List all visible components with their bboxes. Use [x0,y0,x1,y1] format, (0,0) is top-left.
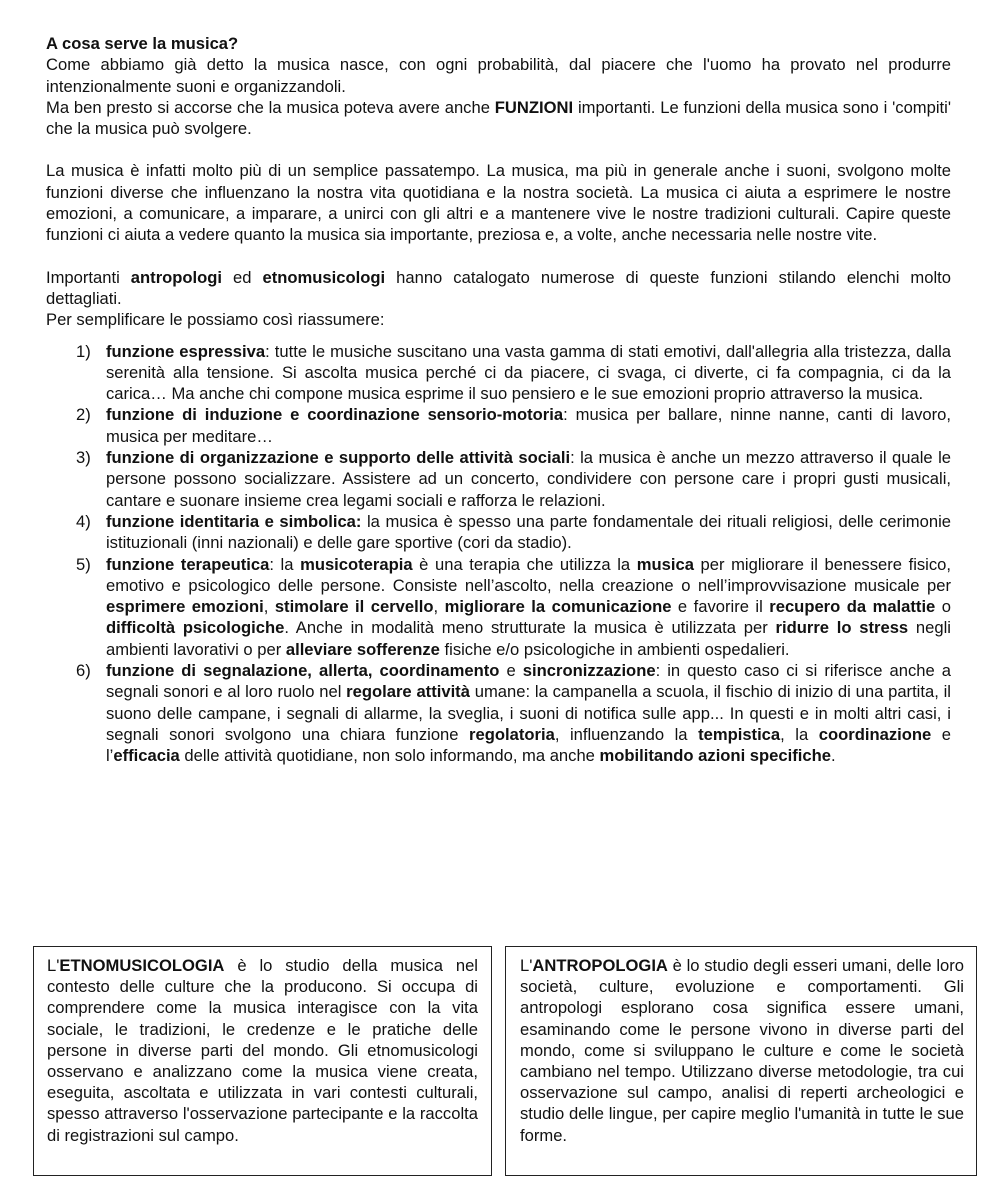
function-text: per migliorare il benessere fisico, emotivo e psicologico delle persone. Consiste nell’ascolto, nella creazione o nell’improvvisazione musicale per [106,554,951,595]
function-text: , [263,597,275,617]
function-text: : tutte le musiche suscitano una vasta gamma di stati emotivi, dall'allegria alla tristezza, dalla serenità alla tensione. Si ascolta musica perché ci da piacere, ci svaga, ci diverte, ci fa compagnia, ci da la carica… Ma anche chi compone musica esprime il suo pensiero e le sue emozioni proprio attraverso la musica. [106,341,951,404]
function-text: è una terapia che utilizza la [412,554,637,574]
function-name: funzione di organizzazione e supporto delle attività sociali [106,448,571,468]
intro-paragraph-3: La musica è infatti molto più di un semplice passatempo. La musica, ma più in generale anche i suoni, svolgono molte funzioni diverse che influenzano la nostra vita quotidiana e la nostra società. La musica ci aiuta a esprimere le nostre emozioni, a comunicare, a imparare, a unirci con gli altri e a mantenere vive le nostre tradizioni culturali. Capire queste funzioni ci aiuta a vedere quanto la musica sia importante, preziosa e, a volte, anche necessaria nelle nostre vite. [46,161,951,245]
function-text: fisiche e/o psicologiche in ambienti ospedalieri. [439,639,790,659]
function-emphasis: difficoltà psicologiche [106,618,285,638]
function-emphasis: stimolare il cervello [274,597,434,617]
intro-text: hanno catalogato numerose di queste funzioni stilando elenchi molto dettagliati. [46,267,951,308]
function-text: , [433,597,445,617]
antropologia-box [505,946,977,1176]
function-emphasis: musica [636,554,694,574]
page-title: A cosa serve la musica? [46,34,239,53]
functions-list [46,341,951,767]
list-number: 6) [76,661,91,681]
list-number: 2) [76,405,91,425]
function-emphasis: tempistica [698,724,781,744]
function-emphasis: alleviare sofferenze [285,639,440,659]
function-name: funzione di induzione e coordinazione sensorio-motoria [106,405,564,425]
function-emphasis: regolare attività [346,682,470,702]
list-item-espressiva [46,341,951,405]
function-text: : la musica è anche un mezzo attraverso il quale le persone possono socializzare. Assistere ad un concerto, condividere con persone care i propri gusti musicali, cantare e suonare insieme crea legami sociali e rafforza le relazioni. [106,448,952,510]
list-item-sociale [46,447,951,511]
intro-paragraph-5: Per semplificare le possiamo così riassumere: [46,310,385,330]
function-emphasis: sincronizzazione [522,661,656,681]
function-text: e [499,661,523,681]
function-text: e favorire il [671,597,770,617]
function-text: negli ambienti lavorativi o per [106,618,951,659]
function-text: : musica per ballare, ninne nanne, canti di lavoro, musica per meditare… [106,405,951,446]
function-name: funzione espressiva [106,341,266,361]
function-name: funzione identitaria e simbolica: [106,511,362,531]
function-emphasis: recupero da malattie [769,597,936,617]
intro-paragraph-1: Come abbiamo già detto la musica nasce, con ogni probabilità, dal piacere che l'uomo ha provato nel produrre intenzionalmente suoni e organizzandoli. [46,55,951,96]
box-text: è lo studio degli esseri umani, delle loro società, culture, evoluzione e comportamenti. Gli antropologi esplorano cosa significa essere umani, esaminando come le persone vivono in diverse parti del mondo, come si sviluppano le culture e come le società cambiano nel tempo. Utilizzano diverse metodologie, tra cui osservazione sul campo, analisi di reperti archeologici e studio delle lingue, per capire meglio l'umanità in tutte le sue forme. [520,956,964,1145]
function-text: la musica è spesso una parte fondamentale dei rituali religiosi, delle cerimonie istituzionali (inni nazionali) e delle gare sportive (cori da stadio). [106,511,952,553]
function-text: : la [269,554,301,574]
function-name: funzione terapeutica [106,554,270,574]
function-text: umane: la campanella a scuola, il fischio di inizio di una partita, il suono delle campane, i segnali di allarme, la sveglia, i suoni di notifica sulle app... In questi e in molti altri casi, i segnali sonori svolgono una chiara funzione [106,682,951,744]
function-text: , la [780,724,819,744]
intro-text: importanti. Le funzioni della musica sono i 'compiti' che la musica può svolgere. [46,97,952,139]
function-emphasis: ridurre lo stress [775,618,909,638]
function-text: delle attività quotidiane, non solo informando, ma anche [179,746,600,766]
list-number: 1) [76,341,91,361]
function-text: o [935,597,951,617]
box-text: L' [520,956,533,975]
intro-paragraph-4 [46,267,951,310]
etnomusicologia-box [33,946,492,1176]
list-item-terapeutica [46,554,951,660]
list-item-segnalazione [46,660,951,766]
function-emphasis: regolatoria [469,724,555,744]
box-text: L' [47,956,60,975]
list-number: 5) [76,554,91,574]
function-emphasis: efficacia [113,746,180,766]
box-term: ANTROPOLOGIA [532,956,668,975]
function-emphasis: coordinazione [818,724,932,744]
funzioni-emphasis: FUNZIONI [494,97,574,117]
list-item-identitaria [46,511,951,554]
function-emphasis: mobilitando azioni specifiche [599,746,831,766]
antropologi-emphasis: antropologi [130,267,223,287]
function-text: . Anche in modalità meno strutturate la musica è utilizzata per [284,618,776,638]
function-text: : in questo caso ci si riferisce anche a segnali sonori e al loro ruolo nel [106,661,952,702]
box-text: è lo studio della musica nel contesto delle culture che la producono. Si occupa di comprendere come la musica interagisce con la vita sociale, le tradizioni, le credenze e le pratiche delle persone in diverse parti del mondo. Gli etnomusicologi osservano e analizzano come la musica viene creata, eseguita, ascoltata e utilizzata in vari contesti culturali, spesso attraverso l'osservazione partecipante e la raccolta di registrazioni sul campo. [47,956,478,1145]
box-term: ETNOMUSICOLOGIA [59,956,225,975]
list-number: 4) [76,511,91,531]
function-emphasis: migliorare la comunicazione [444,597,672,617]
intro-paragraph-2 [46,97,951,140]
function-emphasis: esprimere emozioni [106,597,264,617]
intro-text: Ma ben presto si accorse che la musica poteva avere anche [46,97,495,117]
document-body [46,33,951,767]
intro-text: Importanti [46,267,131,287]
list-number: 3) [76,448,91,468]
intro-text: ed [222,267,263,287]
function-text: . [830,746,836,766]
function-emphasis: musicoterapia [300,554,413,574]
definition-boxes [33,946,977,1178]
list-item-sensorio-motoria [46,404,951,447]
function-text: , influenzando la [554,724,699,744]
etnomusicologi-emphasis: etnomusicologi [262,267,386,287]
function-name: funzione di segnalazione, allerta, coordinamento [106,661,500,681]
function-text: e l’ [106,724,952,766]
